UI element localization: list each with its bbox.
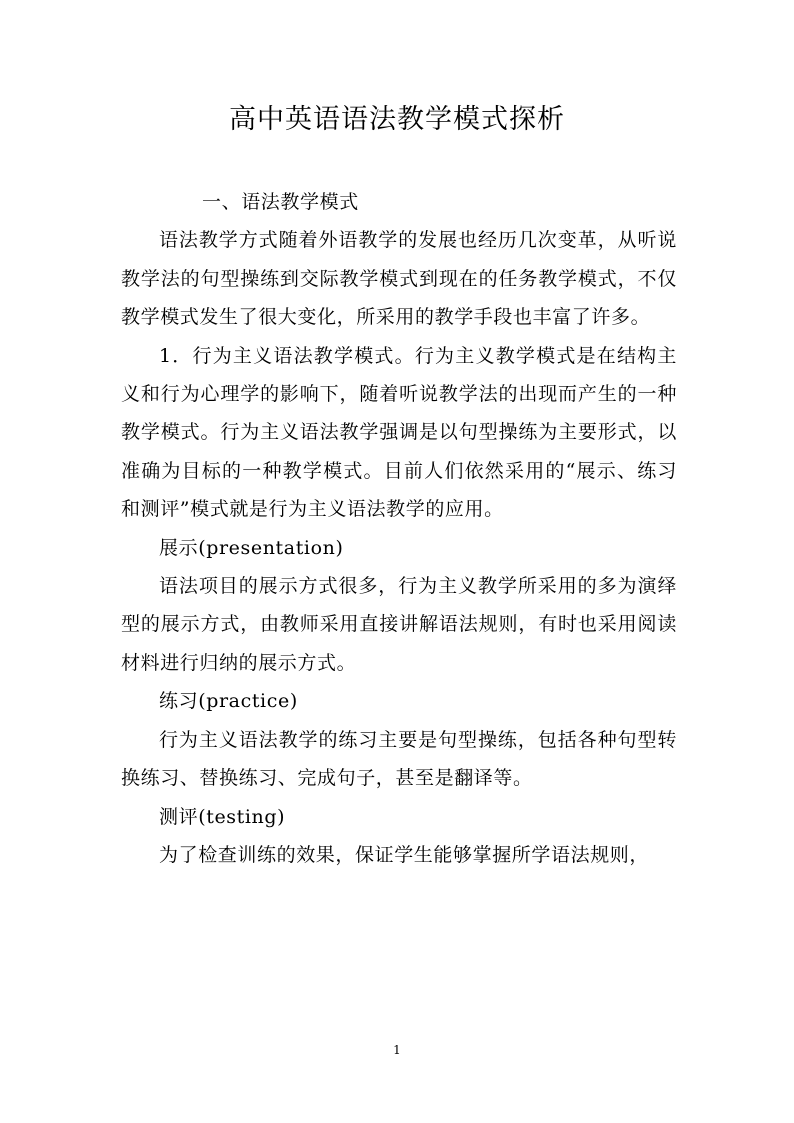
paragraph-practice: 行为主义语法教学的练习主要是句型操练，包括各种句型转换练习、替换练习、完成句子，甚至是翻译等。 — [121, 728, 677, 790]
subheading-presentation: 展示(presentation) — [159, 536, 344, 559]
subheading-testing: 测评(testing) — [159, 805, 286, 828]
section-heading: 一、语法教学模式 — [202, 191, 359, 213]
paragraph-presentation: 语法项目的展示方式很多，行为主义教学所采用的多为演绎型的展示方式，由教师采用直接讲解语法规则，有时也采用阅读材料进行归纳的展示方式。 — [121, 575, 677, 674]
page-number: 1 — [393, 1043, 401, 1057]
subheading-practice: 练习(practice) — [159, 690, 298, 713]
document-title: 高中英语语法教学模式探析 — [229, 104, 565, 135]
paragraph-testing: 为了检查训练的效果，保证学生能够掌握所学语法规则， — [159, 843, 650, 866]
paragraph-behaviorist-model: 1．行为主义语法教学模式。行为主义教学模式是在结构主义和行为心理学的影响下，随着听说教学法的出现而产生的一种教学模式。行为主义语法教学强调是以句型操练为主要形式，以准确为目标的一种教学模式。目前人们依然采用的“展示、练习和测评”模式就是行为主义语法教学的应用。 — [121, 344, 677, 521]
paragraph-intro: 语法教学方式随着外语教学的发展也经历几次变革，从听说教学法的句型操练到交际教学模式到现在的任务教学模式，不仅教学模式发生了很大变化，所采用的教学手段也丰富了许多。 — [121, 229, 677, 329]
document-body — [121, 183, 677, 874]
